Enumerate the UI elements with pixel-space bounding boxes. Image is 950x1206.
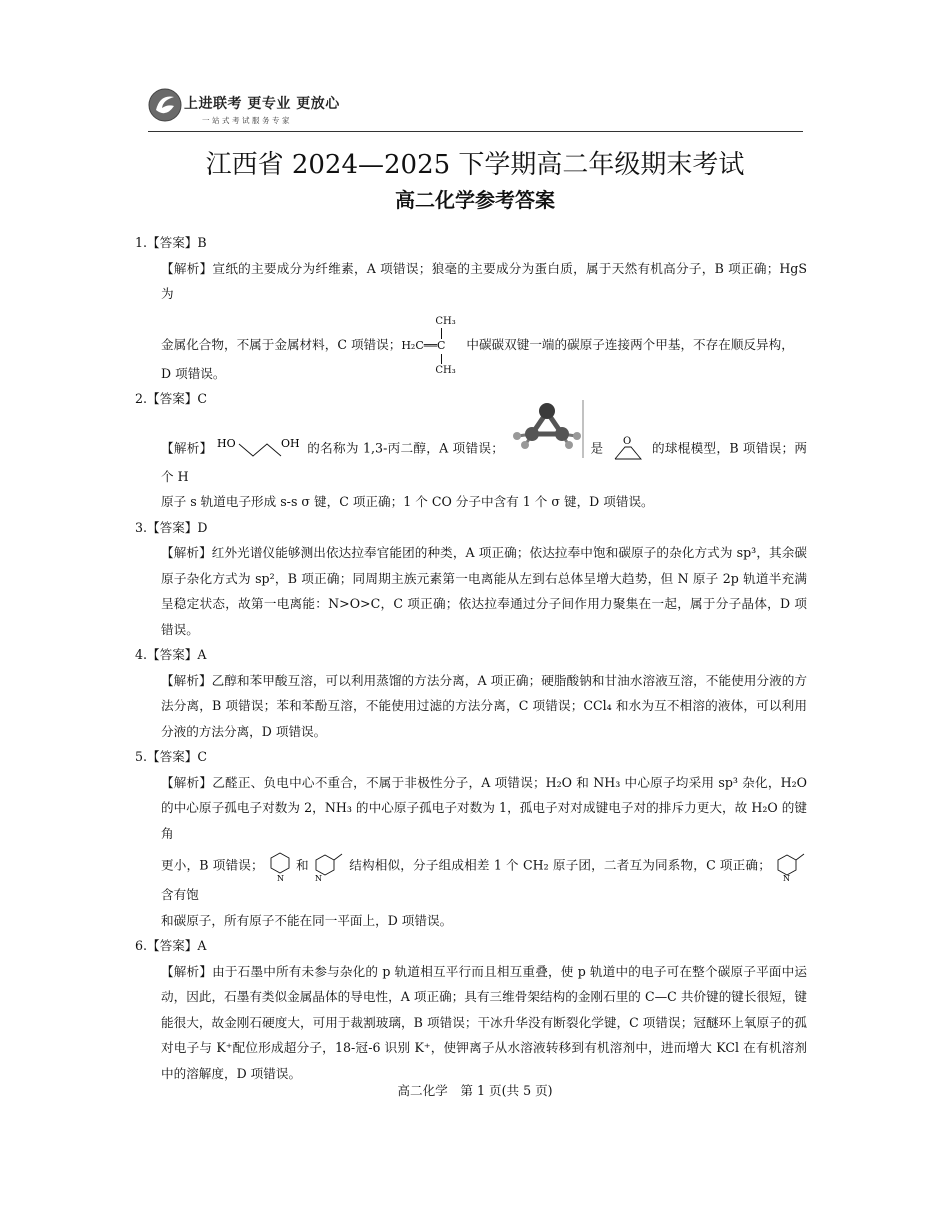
svg-text:N: N [276,874,284,882]
question-3 [135,515,807,643]
q4-explanation: 【解析】乙醇和苯甲酸互溶，可以利用蒸馏的方法分离，A 项正确；硬脂酸钠和甘油水溶液互溶，不能使用分液的方法分离，B 项错误；苯和苯酚互溶，不能使用过滤的方法分离，C 项错误；CCl₄ 和水为互不相溶的液体，可以利用分液的方法分离，D 项错误。 [161,672,807,739]
question-4 [135,642,807,744]
header-subslogan: 一站式考试服务专家 [202,116,292,125]
question-6 [135,933,807,1086]
header-divider [148,131,803,132]
methylpyridine-structure-2 [775,850,807,882]
svg-text:N: N [315,874,322,882]
q1-answer: 1.【答案】B [135,235,207,250]
svg-text:N: N [782,874,790,882]
q2-answer: 2.【答案】C [135,391,208,406]
q5-answer: 5.【答案】C [135,749,208,764]
answer-content [135,230,807,1086]
q6-explanation: 【解析】由于石墨中所有未参与杂化的 p 轨道相互平行而且相互重叠，使 p 轨道中的电子可在整个碳原子平面中运动，因此，石墨有类似金属晶体的导电性，A 项正确；具有三维骨架结构的金刚石里的 C—C 共价键的键长很短，键能很大，故金刚石硬度大，可用于裁割玻璃，B 项错误；干冰升华没有断裂化学键，C 项错误；冠醚环上氧原子的孤对电子与 K⁺配位形成超分子，18-冠-6 识别 K⁺，使钾离子从水溶液转移到有机溶剂中，进而增大 KCl 在有机溶剂中的溶解度，D 项错误。 [161,963,807,1081]
propanediol-structure [217,434,303,464]
svg-text:OH: OH [280,436,300,450]
question-1 [135,230,807,386]
svg-text:O: O [622,435,631,447]
q2-explanation: 【解析】 HO OH 的名称为 1,3-丙二醇，A 项错误； 是 O 的球棍模型，B 项错误；两个 H 原子 s 轨道电子形成 s-s σ 键，C 项正确；1 个 CO 分子中含有 1 个 σ 键，D 项错误。 [135,412,807,515]
ethylene-oxide-structure [608,434,648,464]
question-5 [135,744,807,933]
q3-explanation: 【解析】红外光谱仪能够测出依达拉奉官能团的种类，A 项正确；依达拉奉中饱和碳原子的杂化方式为 sp³，其余碳原子杂化方式为 sp²，B 项正确；同周期主族元素第一电离能从左到右总体呈增大趋势，但 N 原子 2p 轨道半充满呈稳定状态，故第一电离能：N>O>C，C 项正确；依达拉奉通过分子间作用力聚集在一起，属于分子晶体，D 项错误。 [161,545,807,637]
exam-title: 江西省 2024—2025 下学期高二年级期末考试 [205,150,745,180]
header-slogan: 上进联考 更专业 更放心 [184,96,340,112]
q4-answer: 4.【答案】A [135,647,207,662]
ball-stick-model-image [508,398,586,460]
question-2 [135,386,807,515]
logo-icon [148,88,182,122]
q6-answer: 6.【答案】A [135,938,207,953]
pyridine-structure [268,850,292,882]
q5-explanation: 【解析】乙醛正、负电中心不重合，不属于非极性分子，A 项错误；H₂O 和 NH₃ 中心原子均采用 sp³ 杂化，H₂O 的中心原子孤电子对数为 2，NH₃ 的中心原子孤电子对数为 1，孤电子对对成键电子对的排斥力更大，故 H₂O 的键角 更小，B 项错误； N 和 N 结构相似，分子组成相差 1 个 CH₂ 原子团，二者互为同系物，C 项正确； N 含有饱 和碳原子，所有原子不能在同一平面上，D 项错误。 [161,774,807,928]
isobutene-structure: CH₃ H₂C══C CH₃ [401,316,456,376]
svg-text:HO: HO [216,436,236,450]
methylpyridine-structure-1 [313,850,345,882]
exam-subtitle: 高二化学参考答案 [395,188,555,212]
q3-answer: 3.【答案】D [135,519,208,535]
header [148,85,803,131]
q1-explanation: 【解析】宣纸的主要成分为纤维素，A 项错误；狼毫的主要成分为蛋白质，属于天然有机高分子，B 项正确；HgS 为 金属化合物，不属于金属材料，C 项错误； CH₃ H₂C══C CH₃ 中碳碳双键一端的碳原子连接两个甲基，不存在顺反异构， D 项错误。 [161,260,807,381]
page-footer: 高二化学 第 1 页(共 5 页) [397,1083,553,1098]
